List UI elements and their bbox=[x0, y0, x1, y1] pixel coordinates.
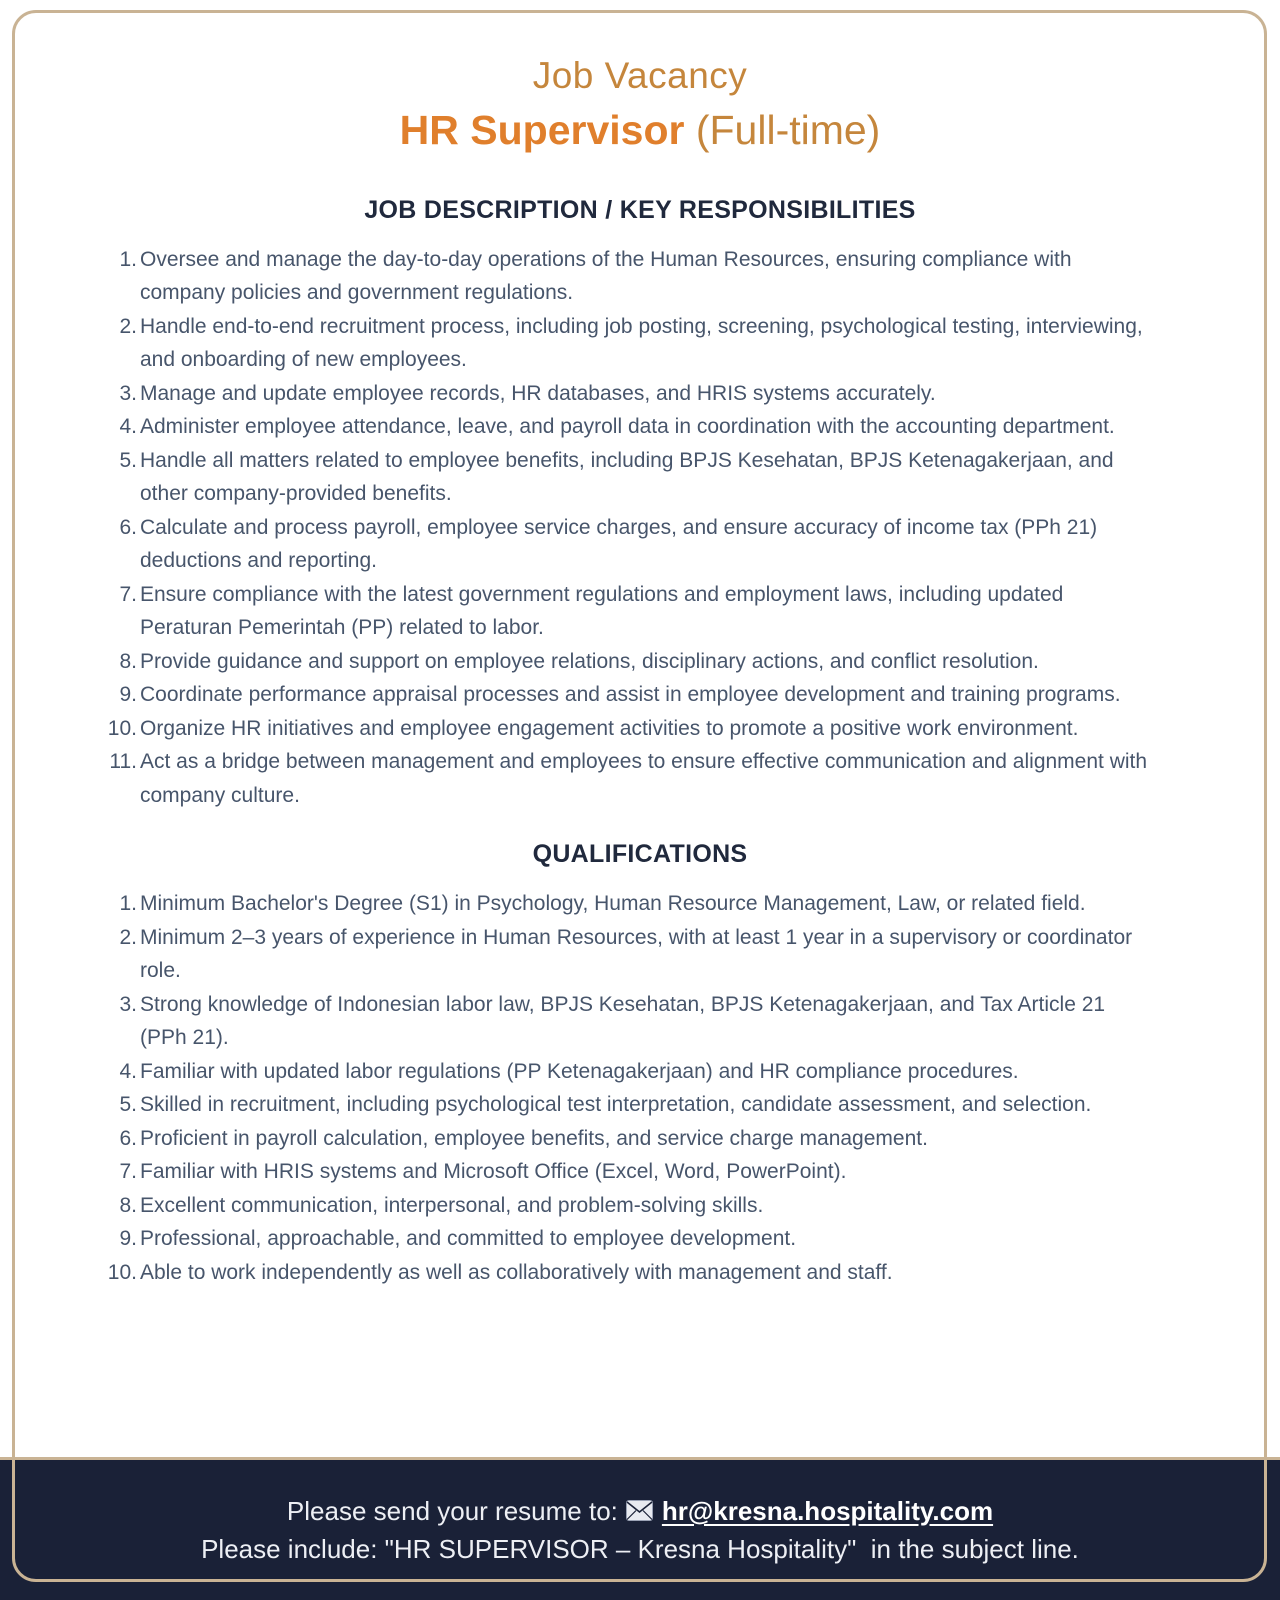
item-text: Professional, approachable, and committed to employee development. bbox=[140, 1227, 797, 1251]
item-text: Able to work independently as well as collaboratively with management and staff. bbox=[140, 1260, 893, 1284]
employment-type: (Full-time) bbox=[684, 107, 881, 154]
item-text: Calculate and process payroll, employee service charges, and ensure accuracy of income tax (PPh 21) deductions and reporting. bbox=[140, 515, 1098, 573]
item-number: 2. bbox=[119, 925, 137, 949]
item-number: 7. bbox=[119, 1160, 137, 1184]
item-number: 7. bbox=[119, 582, 137, 606]
item-text: Familiar with updated labor regulations (PP Ketenagakerjaan) and HR compliance procedures. bbox=[140, 1059, 1019, 1083]
item-number: 8. bbox=[119, 649, 137, 673]
list-item bbox=[103, 678, 1155, 712]
item-text: Excellent communication, interpersonal, and problem-solving skills. bbox=[140, 1193, 764, 1217]
list-item bbox=[103, 1256, 1155, 1290]
item-number: 4. bbox=[119, 415, 137, 439]
item-text: Act as a bridge between management and employees to ensure effective communication and alignment with company culture. bbox=[140, 750, 1148, 807]
section-heading-qualifications: QUALIFICATIONS bbox=[532, 840, 748, 869]
list-item bbox=[103, 444, 1155, 511]
job-description-list bbox=[103, 243, 1155, 813]
item-text: Minimum Bachelor's Degree (S1) in Psychology, Human Resource Management, Law, or related field. bbox=[140, 892, 1086, 916]
footer-resume-text: Please send your resume to: bbox=[286, 1495, 618, 1526]
item-text: Handle end-to-end recruitment process, including job posting, screening, psychological testing, interviewing, and onboarding of new employees. bbox=[140, 314, 1143, 372]
list-item bbox=[103, 745, 1155, 812]
item-number: 5. bbox=[119, 448, 137, 472]
item-number: 9. bbox=[119, 683, 137, 707]
item-number: 10. bbox=[107, 716, 137, 740]
item-number: 3. bbox=[119, 381, 137, 405]
list-item bbox=[103, 988, 1155, 1055]
section-heading-job-description: JOB DESCRIPTION / KEY RESPONSIBILITIES bbox=[364, 195, 916, 224]
list-item bbox=[103, 410, 1155, 444]
page-title: Job Vacancy bbox=[532, 55, 748, 96]
list-item bbox=[103, 1222, 1155, 1256]
item-text: Minimum 2–3 years of experience in Human Resources, with at least 1 year in a supervisory or coordinator role. bbox=[140, 925, 1133, 983]
email-envelope-icon bbox=[626, 1500, 653, 1521]
item-number: 1. bbox=[119, 892, 137, 916]
list-item bbox=[103, 310, 1155, 377]
item-number: 6. bbox=[119, 515, 137, 539]
item-text: Organize HR initiatives and employee engagement activities to promote a positive work environment. bbox=[140, 716, 1079, 740]
role-name: HR Supervisor bbox=[399, 107, 685, 154]
item-text: Manage and update employee records, HR databases, and HRIS systems accurately. bbox=[140, 381, 936, 405]
role-title bbox=[0, 106, 1280, 155]
item-number: 2. bbox=[119, 314, 137, 338]
list-item bbox=[103, 1122, 1155, 1156]
item-number: 1. bbox=[119, 247, 137, 271]
list-item bbox=[103, 1055, 1155, 1089]
list-item bbox=[103, 578, 1155, 645]
item-text: Provide guidance and support on employee relations, disciplinary actions, and conflict resolution. bbox=[140, 649, 1039, 673]
email-link[interactable]: hr@kresna.hospitality.com bbox=[661, 1495, 994, 1526]
item-number: 6. bbox=[119, 1126, 137, 1150]
item-text: Proficient in payroll calculation, employee benefits, and service charge management. bbox=[140, 1126, 928, 1150]
list-item bbox=[103, 887, 1155, 921]
footer-subject-line: Please include: "HR SUPERVISOR – Kresna Hospitality" in the subject line. bbox=[201, 1534, 1079, 1564]
item-number: 11. bbox=[109, 750, 137, 774]
list-item bbox=[103, 645, 1155, 679]
list-item bbox=[103, 921, 1155, 988]
item-text: Administer employee attendance, leave, and payroll data in coordination with the accounting department. bbox=[140, 415, 1115, 439]
item-number: 3. bbox=[119, 992, 137, 1016]
item-number: 10. bbox=[107, 1260, 137, 1284]
item-number: 9. bbox=[119, 1227, 137, 1251]
list-item bbox=[103, 1155, 1155, 1189]
item-number: 8. bbox=[119, 1193, 137, 1217]
item-text: Ensure compliance with the latest government regulations and employment laws, including updated Peraturan Pemerintah (PP) related to labor. bbox=[140, 582, 1064, 640]
list-item bbox=[103, 511, 1155, 578]
item-text: Handle all matters related to employee benefits, including BPJS Kesehatan, BPJS Ketenagakerjaan, and other company-provided benefits. bbox=[140, 448, 1114, 506]
item-text: Skilled in recruitment, including psychological test interpretation, candidate assessment, and selection. bbox=[140, 1093, 1092, 1117]
qualifications-list bbox=[103, 887, 1155, 1289]
list-item bbox=[103, 712, 1155, 746]
list-item bbox=[103, 1189, 1155, 1223]
item-text: Strong knowledge of Indonesian labor law, BPJS Kesehatan, BPJS Ketenagakerjaan, and Tax Article 21 (PPh 21). bbox=[140, 992, 1106, 1050]
list-item bbox=[103, 1088, 1155, 1122]
footer bbox=[0, 1457, 1280, 1600]
footer-resume-line bbox=[287, 1495, 993, 1528]
item-number: 4. bbox=[119, 1059, 137, 1083]
list-item bbox=[103, 377, 1155, 411]
item-number: 5. bbox=[119, 1093, 137, 1117]
item-text: Coordinate performance appraisal processes and assist in employee development and training programs. bbox=[140, 683, 1121, 707]
item-text: Familiar with HRIS systems and Microsoft Office (Excel, Word, PowerPoint). bbox=[140, 1160, 847, 1184]
item-text: Oversee and manage the day-to-day operations of the Human Resources, ensuring compliance with company policies and government regulations. bbox=[140, 247, 1072, 305]
list-item bbox=[103, 243, 1155, 310]
